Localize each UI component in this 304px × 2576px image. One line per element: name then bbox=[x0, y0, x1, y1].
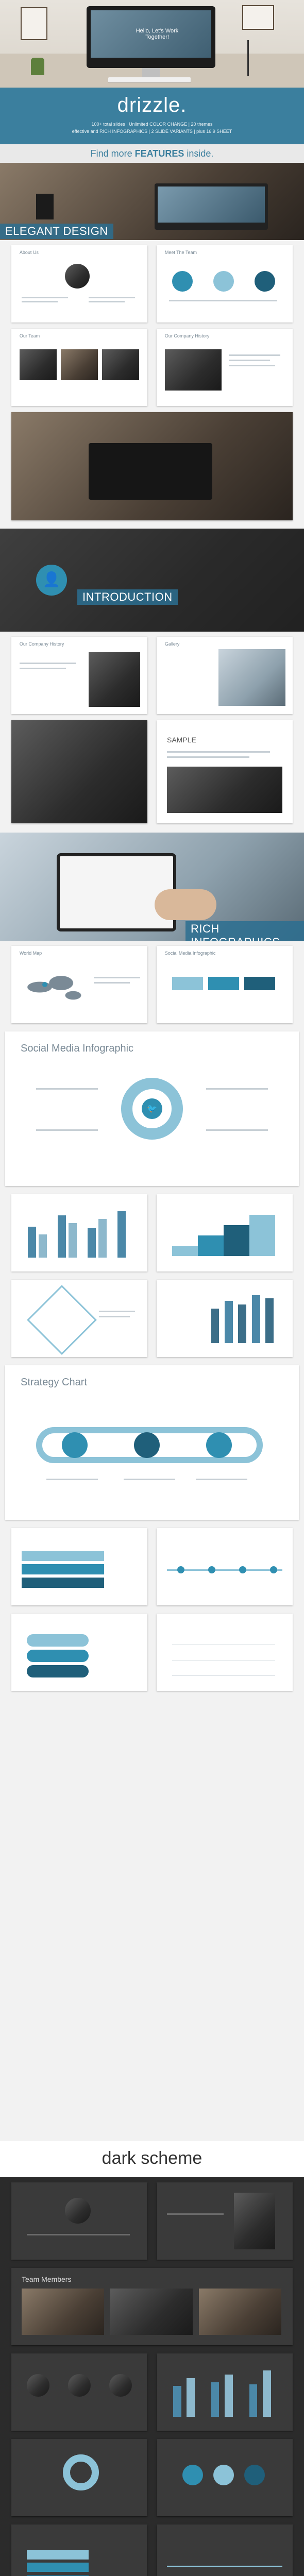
chart-bar bbox=[225, 1301, 233, 1344]
chart-bar bbox=[252, 1295, 260, 1343]
slide-title: About Us bbox=[19, 250, 39, 255]
introduction-section bbox=[0, 529, 304, 632]
profile-photo bbox=[234, 2193, 275, 2249]
text-placeholder bbox=[99, 1316, 130, 1317]
slide-cycle-chart bbox=[11, 1280, 147, 1357]
step-block bbox=[172, 1246, 198, 1256]
slide-social-media bbox=[5, 1031, 299, 1186]
wall-frame bbox=[21, 7, 47, 40]
sample-label: SAMPLE bbox=[167, 736, 196, 744]
brand-section bbox=[0, 88, 304, 144]
team-photo bbox=[110, 2289, 193, 2335]
pen-cup bbox=[36, 194, 54, 219]
timeline-dot bbox=[239, 1566, 246, 1573]
monitor bbox=[87, 6, 215, 68]
find-more-text bbox=[0, 148, 304, 159]
text-placeholder bbox=[89, 301, 125, 302]
find-more-suffix: inside. bbox=[184, 148, 214, 159]
slide-about bbox=[11, 245, 147, 323]
text-placeholder bbox=[36, 1088, 98, 1090]
dark-slide-team bbox=[11, 2268, 293, 2345]
dark-slide-icons bbox=[157, 2439, 293, 2516]
hand bbox=[155, 889, 216, 920]
elegant-design-banner: ELEGANT DESIGN bbox=[0, 224, 113, 239]
monitor-screen-text: Hello, Let's Work Together! bbox=[136, 28, 179, 40]
slide-arrows bbox=[11, 1528, 147, 1605]
chart-bar bbox=[249, 2384, 258, 2417]
slide-title: Meet The Team bbox=[164, 250, 197, 255]
arrow-shape bbox=[22, 1551, 104, 1561]
plant-pot bbox=[31, 58, 44, 75]
map-marker bbox=[42, 982, 47, 987]
slide-step-chart bbox=[157, 1194, 293, 1272]
avatar bbox=[109, 2374, 132, 2397]
team-photo bbox=[102, 349, 139, 380]
slide-title: Our Company History bbox=[19, 641, 64, 647]
slide-sample bbox=[11, 720, 147, 823]
arrow-shape bbox=[22, 1578, 104, 1588]
layer-band bbox=[27, 1650, 89, 1662]
wall-frame bbox=[242, 5, 274, 30]
chart-bar bbox=[28, 1227, 36, 1258]
keyboard bbox=[108, 77, 191, 82]
laptop bbox=[89, 443, 212, 500]
slide-title: Gallery bbox=[164, 641, 180, 647]
chart-bar bbox=[187, 2378, 195, 2417]
elegant-design-photo bbox=[0, 163, 304, 240]
slide-timeline bbox=[157, 1528, 293, 1605]
slide-wide-photo bbox=[11, 412, 293, 520]
text-placeholder bbox=[22, 297, 68, 298]
slide-title: Our Team bbox=[19, 333, 40, 338]
chart-bar bbox=[265, 1298, 274, 1343]
chart-bar bbox=[238, 1304, 246, 1343]
text-placeholder bbox=[229, 365, 275, 366]
history-photo bbox=[165, 349, 222, 391]
timeline-dot bbox=[208, 1566, 215, 1573]
rich-infographics-banner: RICH bbox=[185, 921, 304, 950]
slide-team-intro bbox=[157, 245, 293, 323]
text-placeholder bbox=[206, 1088, 268, 1090]
laptop-screen bbox=[158, 187, 265, 223]
text-placeholder bbox=[94, 982, 130, 984]
slide-title: Our Company History bbox=[164, 333, 210, 338]
text-placeholder bbox=[36, 1129, 98, 1131]
step-block bbox=[198, 1235, 224, 1256]
text-placeholder bbox=[167, 2213, 224, 2215]
chart-bar bbox=[88, 1228, 96, 1258]
tablet bbox=[57, 853, 176, 931]
find-more-section bbox=[0, 144, 304, 163]
text-placeholder bbox=[229, 354, 280, 356]
dark-slide-profile bbox=[11, 2182, 147, 2260]
slide-history bbox=[157, 329, 293, 406]
text-placeholder bbox=[167, 751, 270, 753]
slide-photos bbox=[11, 329, 147, 406]
text-placeholder bbox=[20, 663, 76, 664]
features-line: 100+ total slides | Unlimited COLOR CHANGE | 20 themes bbox=[91, 122, 213, 127]
introduction-banner: INTRODUCTION bbox=[77, 589, 178, 605]
feature-circle bbox=[182, 2465, 203, 2485]
slide-gallery bbox=[157, 637, 293, 714]
dark-slide-profile-2 bbox=[157, 2182, 293, 2260]
slide-process bbox=[157, 1614, 293, 1691]
find-more-prefix: Find more bbox=[90, 148, 135, 159]
team-photo bbox=[199, 2289, 281, 2335]
monitor-screen bbox=[91, 10, 211, 58]
text-placeholder bbox=[124, 1479, 175, 1480]
text-placeholder bbox=[229, 360, 270, 361]
user-icon: 👤 bbox=[42, 571, 61, 588]
sample-photo bbox=[11, 720, 147, 823]
dark-scheme-title: dark scheme bbox=[102, 2148, 202, 2168]
text-placeholder bbox=[94, 977, 140, 978]
team-photo bbox=[22, 2289, 104, 2335]
arrow-shape bbox=[27, 2563, 89, 2572]
brand-title: drizzle. bbox=[117, 94, 187, 116]
team-photo bbox=[20, 349, 57, 380]
sample-side-photo bbox=[167, 767, 282, 813]
feature-circle bbox=[244, 2465, 265, 2485]
feature-circle bbox=[213, 2465, 234, 2485]
timeline-line bbox=[167, 2566, 282, 2567]
chart-bar bbox=[98, 1219, 107, 1258]
strategy-node bbox=[62, 1432, 88, 1458]
chart-bar bbox=[58, 1215, 66, 1258]
info-arrow bbox=[244, 977, 275, 990]
step-block bbox=[249, 1215, 275, 1256]
find-more-bold: FEATURES bbox=[134, 148, 184, 159]
arrow-shape bbox=[22, 1564, 104, 1574]
dark-slide-donut bbox=[11, 2439, 147, 2516]
slide-bar-chart bbox=[11, 1194, 147, 1272]
text-placeholder bbox=[22, 301, 58, 302]
dark-scheme-heading bbox=[0, 2141, 304, 2177]
laptop bbox=[155, 183, 268, 230]
dark-slide-avatars bbox=[11, 2353, 147, 2431]
strategy-node bbox=[206, 1432, 232, 1458]
process-line bbox=[172, 1675, 275, 1676]
slide-title: Social Media Infographic bbox=[164, 951, 216, 956]
dark-slide-bars bbox=[157, 2353, 293, 2431]
hero-section bbox=[0, 0, 304, 88]
info-arrow bbox=[172, 977, 203, 990]
text-placeholder bbox=[99, 1311, 135, 1312]
chart-bar bbox=[211, 2382, 219, 2417]
slide-title: Social Media Infographic bbox=[21, 1043, 134, 1054]
slide-social-small bbox=[157, 946, 293, 1023]
slide-layers bbox=[11, 1614, 147, 1691]
info-arrow bbox=[208, 977, 239, 990]
chart-bar bbox=[225, 2375, 233, 2417]
slide-column-chart bbox=[157, 1280, 293, 1357]
dark-slide-timeline bbox=[157, 2524, 293, 2576]
dark-slides bbox=[0, 2177, 304, 2576]
team-circle bbox=[172, 271, 193, 292]
world-map bbox=[20, 967, 87, 1008]
avatar bbox=[68, 2374, 91, 2397]
step-block bbox=[224, 1225, 249, 1256]
slide-sample-text bbox=[157, 720, 293, 823]
layer-band bbox=[27, 1634, 89, 1647]
team-circle bbox=[255, 271, 275, 292]
timeline-dot bbox=[177, 1566, 184, 1573]
text-placeholder bbox=[27, 2234, 130, 2235]
dark-slide-arrows bbox=[11, 2524, 147, 2576]
slide-profile bbox=[11, 637, 147, 714]
cycle-shape bbox=[27, 1285, 97, 1355]
infographic-slides bbox=[0, 941, 304, 2141]
rich-infographics-section bbox=[0, 833, 304, 941]
slides-block-2 bbox=[0, 632, 304, 833]
chart-bar bbox=[173, 2386, 181, 2417]
slides-block-1 bbox=[0, 240, 304, 529]
slide-strategy-chart bbox=[5, 1365, 299, 1520]
desk-lamp bbox=[247, 40, 265, 76]
team-members-title: Team Members bbox=[22, 2275, 72, 2283]
team-circle bbox=[213, 271, 234, 292]
text-placeholder bbox=[206, 1129, 268, 1131]
chart-bar bbox=[117, 1211, 126, 1258]
features-line: effective and RICH INFOGRAPHICS | 2 SLIDE VARIANTS | plus 16:9 SHEET bbox=[72, 129, 232, 134]
gallery-photo bbox=[218, 649, 285, 706]
text-placeholder bbox=[46, 1479, 98, 1480]
profile-photo bbox=[65, 264, 90, 289]
text-placeholder bbox=[167, 756, 249, 758]
slide-world-map bbox=[11, 946, 147, 1023]
chart-bar bbox=[39, 1234, 47, 1258]
slide-title: Strategy Chart bbox=[21, 1377, 87, 1388]
timeline-dot bbox=[270, 1566, 277, 1573]
arrow-shape bbox=[27, 2550, 89, 2560]
chart-bar bbox=[211, 1309, 219, 1344]
team-photo bbox=[61, 349, 98, 380]
slide-title: World Map bbox=[19, 951, 42, 956]
text-placeholder bbox=[196, 1479, 247, 1480]
strategy-node bbox=[134, 1432, 160, 1458]
profile-photo bbox=[65, 2198, 91, 2224]
layer-band bbox=[27, 1665, 89, 1677]
text-placeholder bbox=[169, 300, 277, 301]
text-placeholder bbox=[20, 668, 66, 669]
donut-ring bbox=[63, 2454, 99, 2490]
twitter-icon: 🐦 bbox=[147, 1104, 157, 1113]
profile-photo bbox=[89, 652, 140, 707]
text-placeholder bbox=[89, 297, 135, 298]
chart-bar bbox=[263, 2370, 271, 2417]
chart-bar bbox=[69, 1223, 77, 1258]
avatar bbox=[27, 2374, 49, 2397]
